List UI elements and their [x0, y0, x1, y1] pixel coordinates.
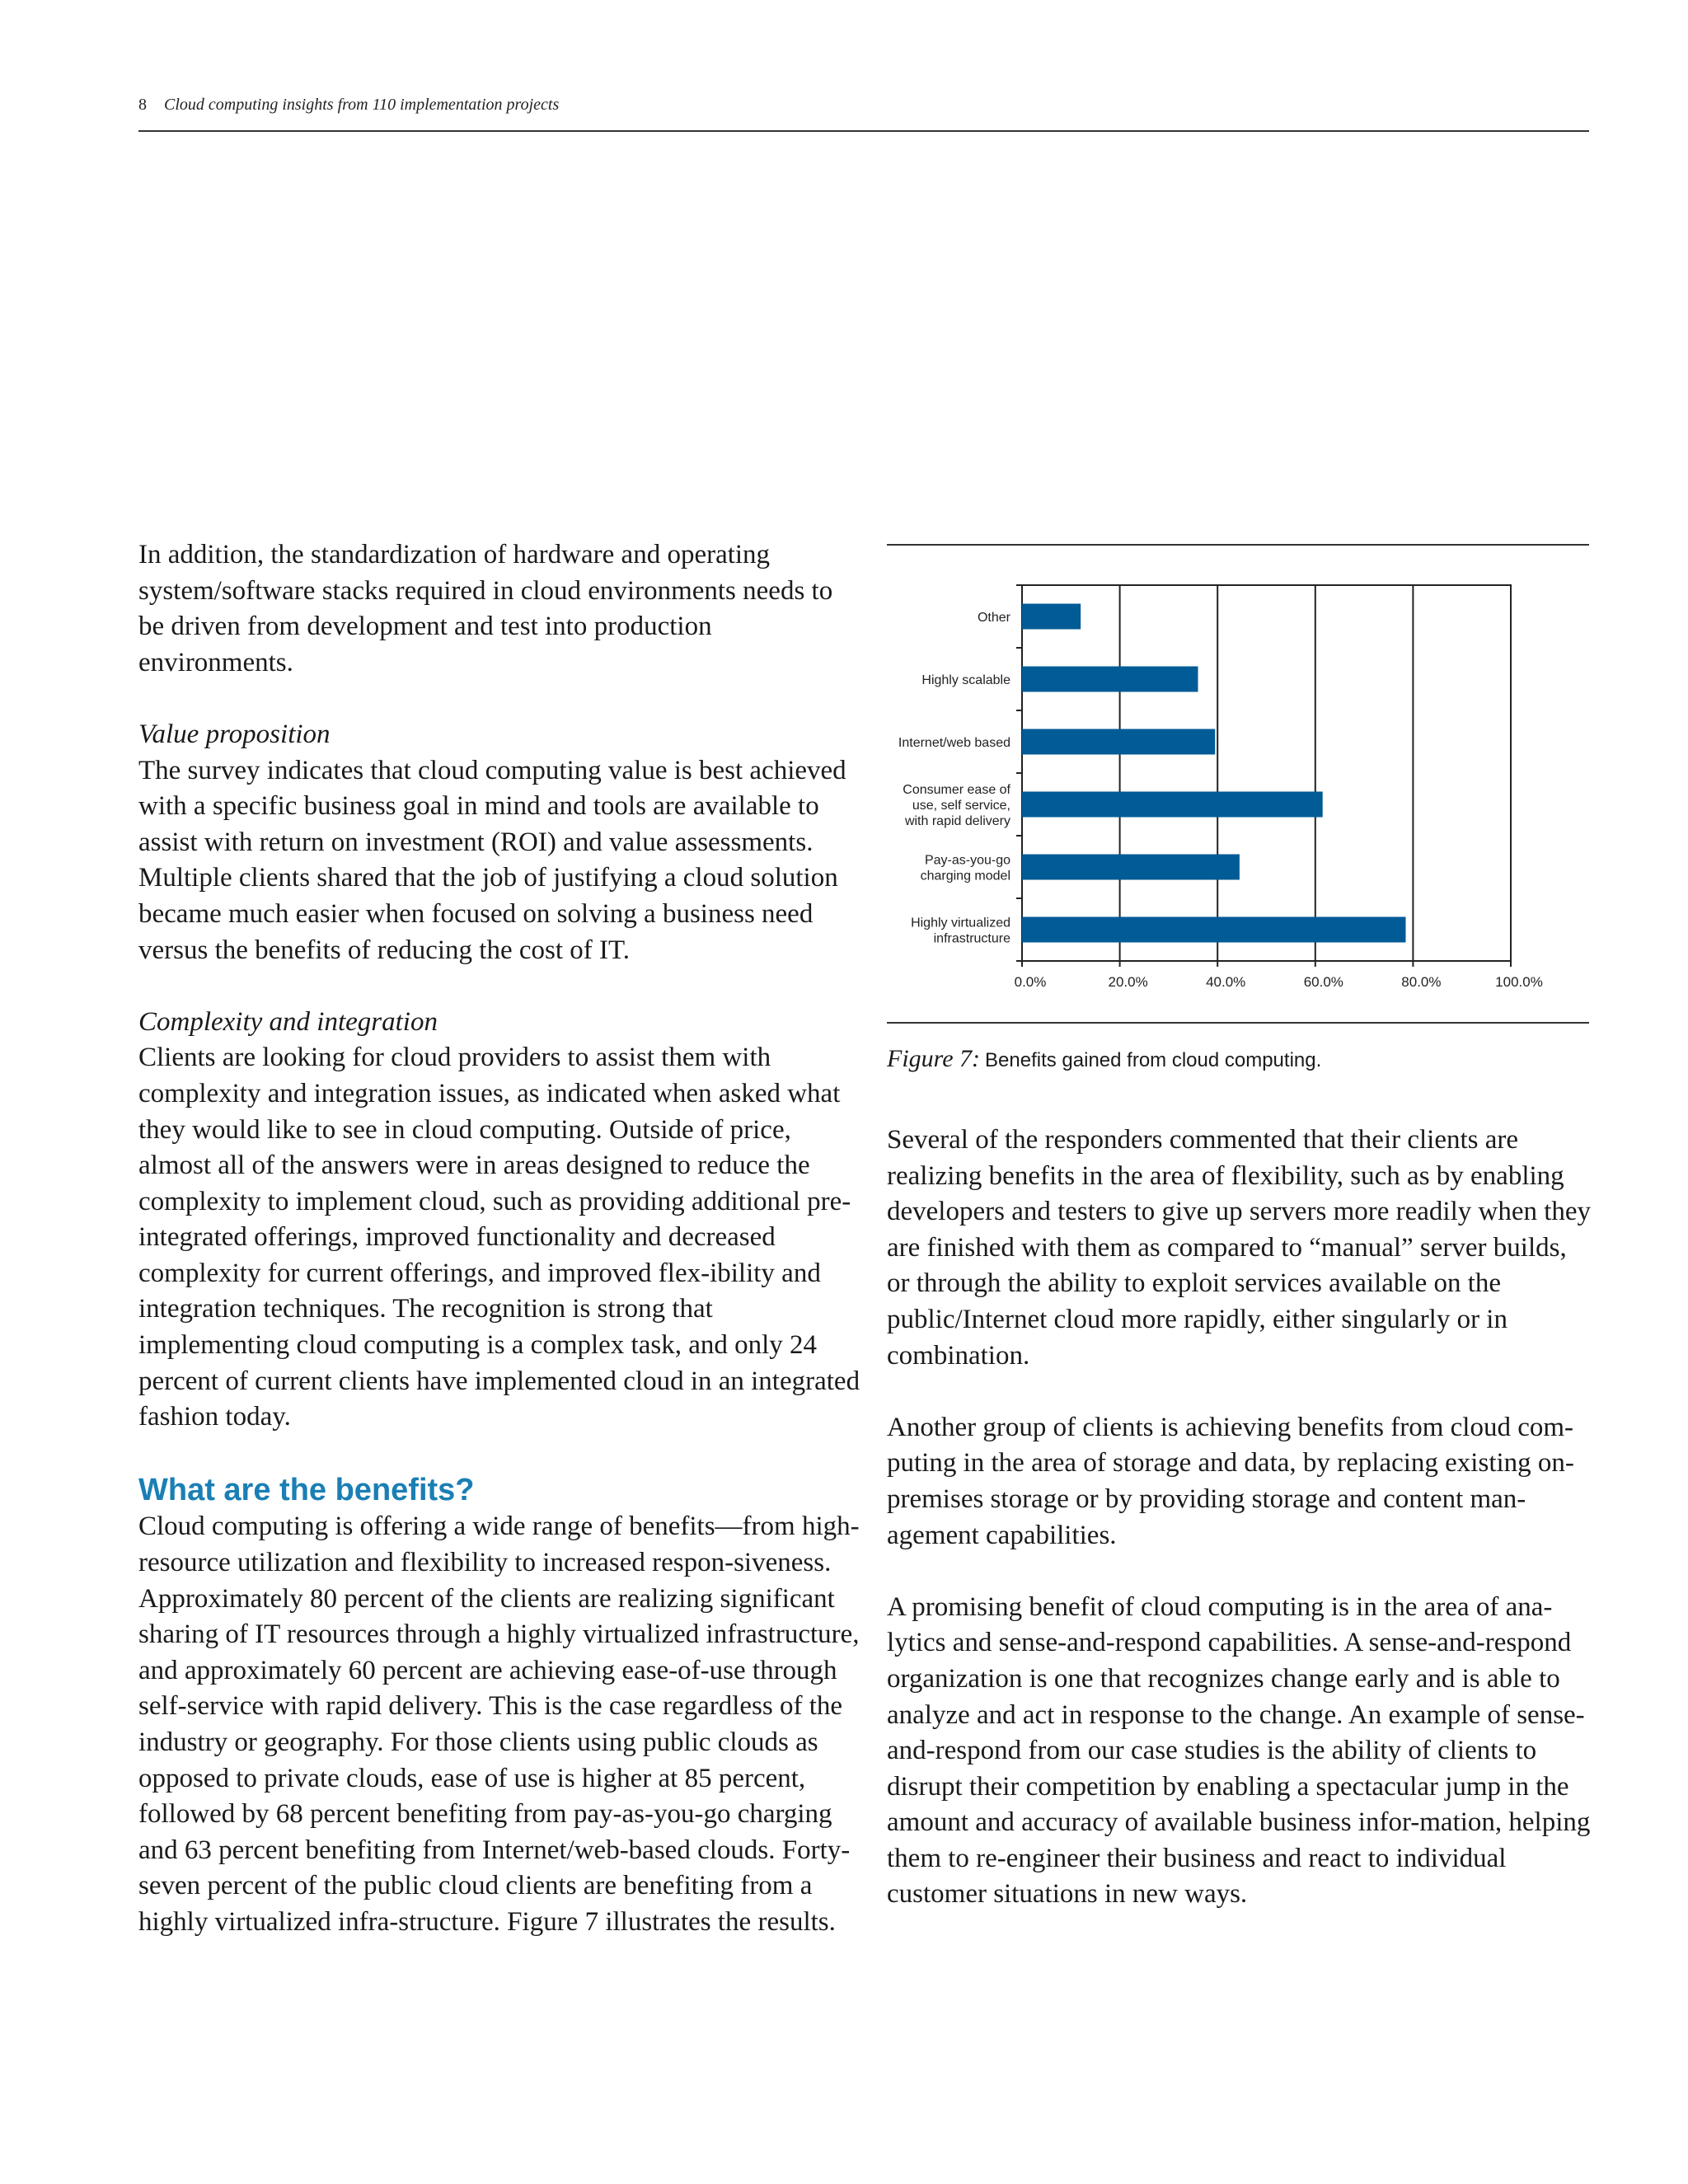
- x-tick-label: 20.0%: [1108, 974, 1148, 990]
- x-tick-label: 100.0%: [1495, 974, 1543, 990]
- plot-frame: [1022, 585, 1511, 961]
- complexity-text: Clients are looking for cloud providers to assist them with complexity and integration issues, as indicated when asked what they would like to see in cloud computing. Outside of price, almost all of the answers were in areas designed to reduce the complexity to implement cloud, such as providing additional pre-integrated offerings, improved functionality and decreased complexity for current offerings, and improved flex-ibility and integration techniques. The recognition is strong that implementing cloud computing is a complex task, and only 24 percent of current clients have implemented cloud in an integrated fashion today.: [138, 1043, 860, 1432]
- analytics-paragraph: A promising benefit of cloud computing is in the area of ana-lytics and sense-and-respond capabilities. A sense-and-respond organization is one that recognizes change early and is able to analyze and act in response to the change. An example of sense-and-respond from our case studies is the ability of clients to disrupt their competition by enabling a spectacular jump in the amount and accuracy of available business infor-mation, helping them to re-engineer their business and react to individual customer situations in new ways.: [887, 1591, 1591, 1910]
- benefits-text: Cloud computing is offering a wide range of benefits—from high-resource utilization and flexibility to increased respon-siveness. Approximately 80 percent of the clients are realizing significant sharing of IT resources through a highly virtualized infrastructure, and approximately 60 percent are achieving ease-of-use through self-service with rapid delivery. This is the case regardless of the industry or geography. For those clients using public clouds as opposed to private clouds, ease of use is higher at 85 percent, followed by 68 percent benefiting from pay-as-you-go charging and 63 percent benefiting from Internet/web-based clouds. Forty-seven percent of the public cloud clients are benefiting from a highly virtualized infra-structure. Figure 7 illustrates the results.: [138, 1511, 860, 1937]
- value-proposition-text: The survey indicates that cloud computing value is best achieved with a specific business goal in mind and tools are available to assist with return on investment (ROI) and value assessments. Multiple clients shared that the job of justifying a cloud solution became much easier when focused on solving a business need versus the benefits of reducing the cost of IT.: [138, 755, 846, 965]
- x-tick-label: 40.0%: [1206, 974, 1246, 990]
- x-tick-label: 60.0%: [1303, 974, 1343, 990]
- bar: [1022, 604, 1081, 630]
- page-number: 8: [138, 96, 147, 114]
- figure-label: Figure 7:: [887, 1045, 981, 1072]
- category-label: Highly scalable: [921, 673, 1010, 687]
- intro-paragraph: In addition, the standardization of hardware and operating system/software stacks required in cloud environments needs to be driven from development and test into production environments.: [138, 540, 833, 677]
- left-column: [138, 537, 864, 1941]
- bar: [1022, 792, 1323, 818]
- benefits-heading: What are the benefits?: [138, 1473, 475, 1508]
- category-label: Highly virtualized infrastructure: [911, 916, 1010, 946]
- complexity-heading: Complexity and integration: [138, 1006, 438, 1037]
- flexibility-paragraph: Several of the responders commented that their clients are realizing benefits in the area of flexibility, such as by enabling developers and testers to give up servers more readily when they are finished with them as compared to “manual” server builds, or through the ability to exploit services available on the public/Internet cloud more rapidly, either singularly or in combination.: [887, 1125, 1592, 1371]
- figure-caption-text: Benefits gained from cloud computing.: [985, 1049, 1322, 1071]
- header-divider: [138, 130, 1589, 132]
- right-column: [887, 1122, 1596, 1913]
- bar: [1022, 729, 1215, 755]
- figure-top-rule: [887, 544, 1589, 546]
- category-label: Pay-as-you-go charging model: [920, 853, 1010, 883]
- figure-caption: [887, 1045, 1596, 1073]
- x-tick-label: 80.0%: [1401, 974, 1442, 990]
- bar: [1022, 917, 1406, 943]
- category-label: Internet/web based: [898, 736, 1010, 750]
- storage-paragraph: Another group of clients is achieving benefits from cloud com-puting in the area of storage and data, by replacing existing on-premises storage or by providing storage and content man-agement capabilities.: [887, 1412, 1574, 1550]
- value-proposition-heading: Value proposition: [138, 719, 331, 749]
- page-header: [138, 96, 1589, 115]
- running-title: Cloud computing insights from 110 implementation projects: [164, 96, 560, 114]
- bar: [1022, 855, 1240, 880]
- figure-bottom-rule: [887, 1022, 1589, 1024]
- benefits-bar-chart: [887, 551, 1589, 1012]
- x-tick-label: 0.0%: [1014, 974, 1047, 990]
- bar: [1022, 667, 1198, 692]
- category-label: Consumer ease of use, self service, with rapid delivery: [903, 783, 1010, 828]
- category-label: Other: [977, 611, 1010, 625]
